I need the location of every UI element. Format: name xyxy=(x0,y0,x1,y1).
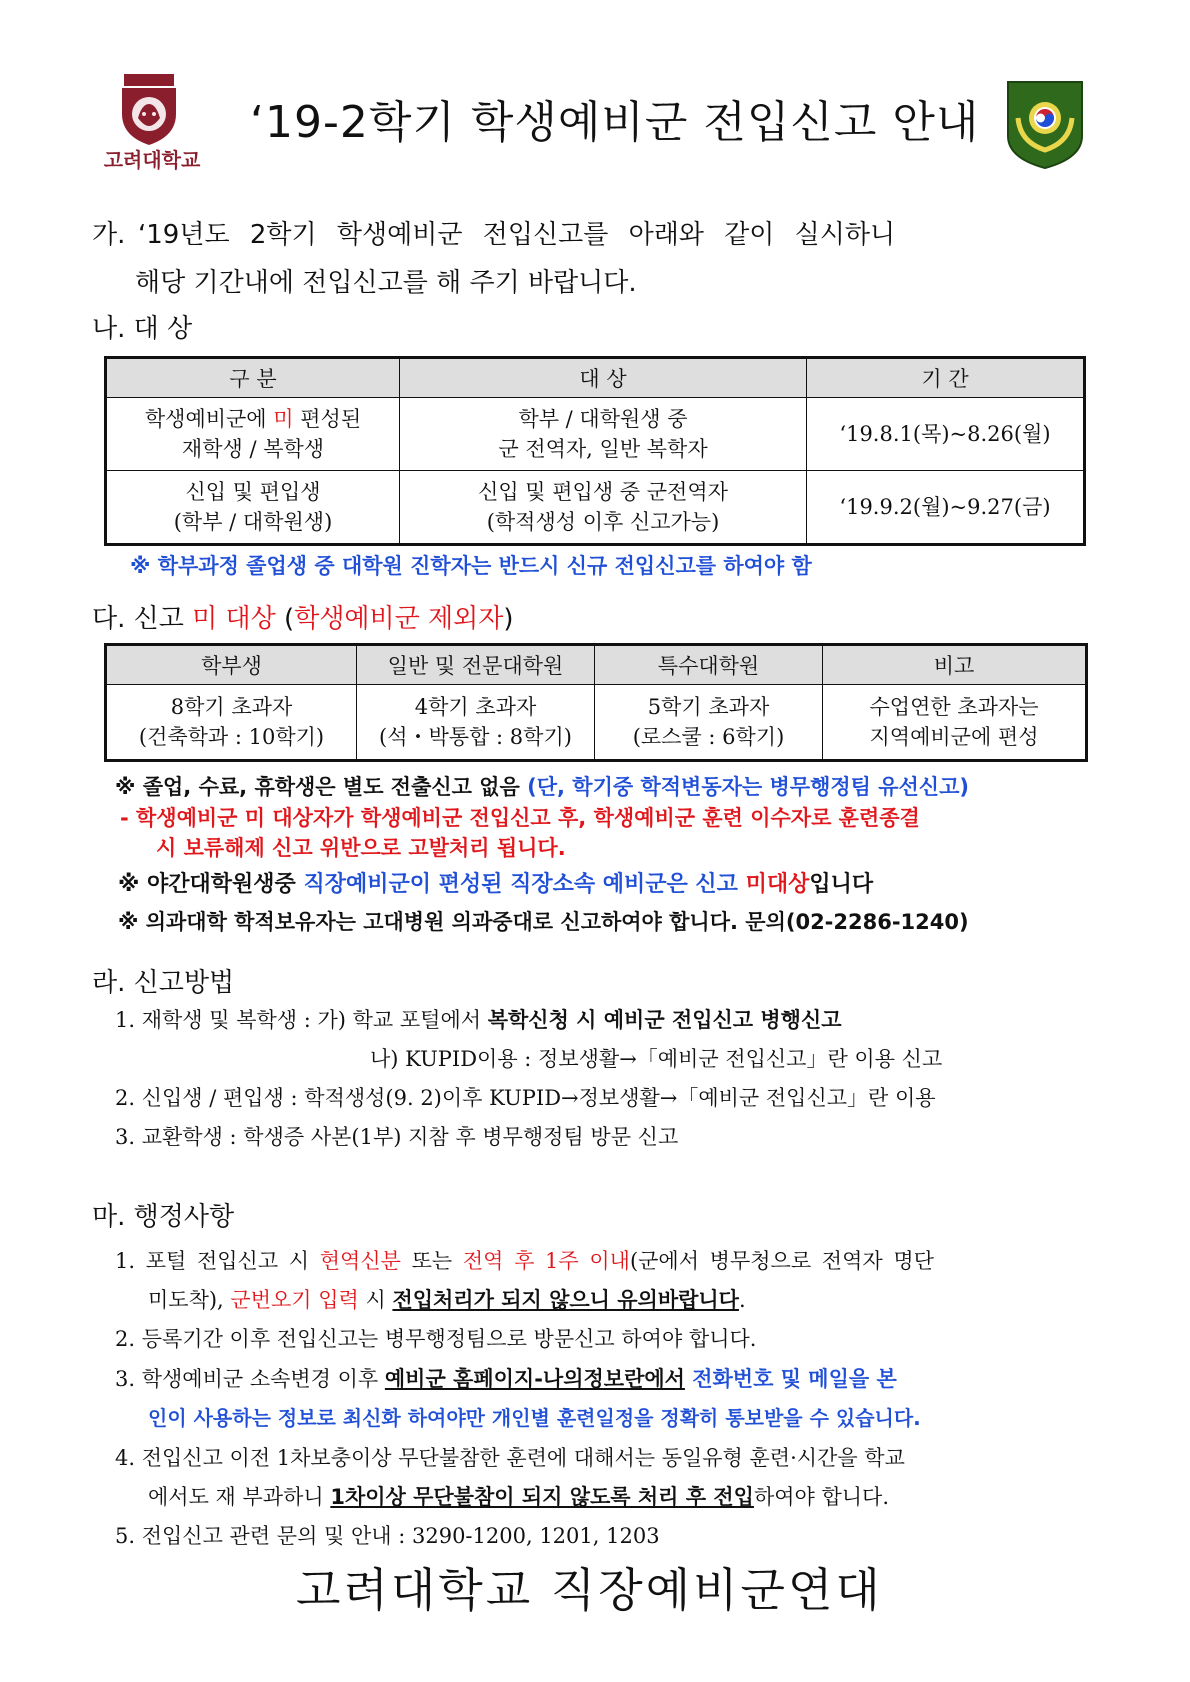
section-da-note2-line1: - 학생예비군 미 대상자가 학생예비군 전입신고 후, 학생예비군 훈련 이수자로 훈련종결 xyxy=(120,806,920,830)
section-da-note2-line2: 시 보류해제 신고 위반으로 고발처리 됩니다. xyxy=(156,836,566,860)
tiger-emblem-icon xyxy=(118,74,180,146)
cell-text: 신입 및 편입생 xyxy=(185,480,321,504)
cell-text: 학부 / 대학원생 중 xyxy=(518,407,688,431)
list-text: (군에서 병무청으로 전역자 명단 xyxy=(629,1249,934,1273)
list-text: 하여야 합니다. xyxy=(753,1485,890,1509)
section-ma-heading: 마. 행정사항 xyxy=(92,1202,235,1232)
table-cell xyxy=(106,685,357,761)
note-text-red: 미대상 xyxy=(745,872,810,897)
section-ma-item1-line2 xyxy=(148,1284,746,1314)
note-text-blue: 직장예비군이 편성된 직장소속 예비군은 신고 xyxy=(303,872,746,897)
table-cell xyxy=(106,471,400,545)
korea-university-logo xyxy=(92,74,212,174)
list-text-red: 현역신분 xyxy=(319,1249,401,1273)
table-cell xyxy=(823,685,1087,761)
heading-text: 다. 신고 xyxy=(92,604,193,634)
cell-text-red: 미 xyxy=(273,407,294,431)
heading-text: ) xyxy=(503,604,514,634)
cell-text: 5학기 초과자 xyxy=(647,695,770,719)
table-header: 학부생 xyxy=(106,645,357,685)
section-ma-item3-line2: 인이 사용하는 정보로 최신화 하여야만 개인별 훈련일정을 정확히 통보받을 수 있습니다. xyxy=(148,1406,921,1430)
table-cell xyxy=(106,398,400,471)
section-da-heading xyxy=(92,598,514,635)
section-ra-item1 xyxy=(115,1004,842,1034)
cell-text: 군 전역자, 일반 복학자 xyxy=(498,437,708,461)
list-text-bold: 예비군 홈페이지-나의정보란에서 xyxy=(384,1367,685,1391)
table-cell: ‘19.8.1(목)~8.26(월) xyxy=(807,398,1085,471)
table-header: 구 분 xyxy=(106,358,400,398)
table-cell: ‘19.9.2(월)~9.27(금) xyxy=(807,471,1085,545)
section-ma-item5: 5. 전입신고 관련 문의 및 안내 : 3290-1200, 1201, 1203 xyxy=(115,1524,660,1548)
note-text-blue: (단, 학기중 학적변동자는 병무행정팀 유선신고) xyxy=(527,775,969,799)
table-cell xyxy=(400,471,807,545)
heading-text-red: 미 대상 xyxy=(192,604,276,634)
section-ra-item2: 2. 신입생 / 편입생 : 학적생성(9. 2)이후 KUPID→정보생활→「예비군 전입신고」란 이용 xyxy=(115,1086,936,1110)
table-row xyxy=(106,471,1085,545)
table-header: 비고 xyxy=(823,645,1087,685)
table-header: 기 간 xyxy=(807,358,1085,398)
table-cell xyxy=(400,398,807,471)
heading-text-red: 학생예비군 제외자 xyxy=(294,604,504,634)
cell-text: 8학기 초과자 xyxy=(170,695,293,719)
section-ma-item4-line2 xyxy=(148,1481,889,1511)
cell-text: (석・박통합 : 8학기) xyxy=(379,725,572,749)
table-header: 대 상 xyxy=(400,358,807,398)
section-ga-marker: 가. xyxy=(92,220,126,250)
section-ga-line1: ‘19년도 2학기 학생예비군 전입신고를 아래와 같이 실시하니 xyxy=(138,220,896,250)
cell-text: (로스쿨 : 6학기) xyxy=(632,725,785,749)
section-ma-item3 xyxy=(115,1363,897,1393)
list-text: 1. 포털 전입신고 시 xyxy=(115,1249,320,1273)
list-text: 1. 재학생 및 복학생 : 가) 학교 포털에서 xyxy=(115,1008,488,1032)
cell-text: 수업연한 초과자는 xyxy=(869,695,1039,719)
list-text: 에서도 재 부과하니 xyxy=(148,1485,331,1509)
list-text-red: 전역 후 1주 이내 xyxy=(462,1249,630,1273)
cell-text: (건축학과 : 10학기) xyxy=(138,725,325,749)
list-text-red: 군번오기 입력 xyxy=(230,1288,359,1312)
table-row xyxy=(106,398,1085,471)
note-text: 입니다 xyxy=(809,872,874,897)
heading-text: ( xyxy=(275,604,295,634)
cell-text: 재학생 / 복학생 xyxy=(181,437,325,461)
section-ra-heading: 라. 신고방법 xyxy=(92,968,235,998)
section-da-note4: ※ 의과대학 학적보유자는 고대병원 의과중대로 신고하여야 합니다. 문의(02-2286-1240) xyxy=(118,910,969,934)
page-title: ‘19-2학기 학생예비군 전입신고 안내 xyxy=(250,97,980,148)
target-table xyxy=(104,356,1086,546)
section-ma-item2: 2. 등록기간 이후 전입신고는 병무행정팀으로 방문신고 하여야 합니다. xyxy=(115,1327,757,1351)
footer-organization: 고려대학교 직장예비군연대 xyxy=(296,1563,883,1617)
cell-text: (학적생성 이후 신고가능) xyxy=(486,510,720,534)
note-text: ※ 졸업, 수료, 휴학생은 별도 전출신고 없음 xyxy=(115,775,528,799)
cell-text: 4학기 초과자 xyxy=(414,695,537,719)
section-ma-item4: 4. 전입신고 이전 1차보충이상 무단불참한 훈련에 대해서는 동일유형 훈련·시간을 학교 xyxy=(115,1446,905,1470)
list-text-bold: 1차이상 무단불참이 되지 않도록 처리 후 전입 xyxy=(330,1485,754,1509)
table-row xyxy=(106,685,1087,761)
section-da-note3 xyxy=(118,867,873,898)
section-ra-item1-line2: 나) KUPID이용 : 정보생활→「예비군 전입신고」란 이용 신고 xyxy=(370,1047,943,1071)
list-text: 시 xyxy=(358,1288,393,1312)
excluded-table xyxy=(104,643,1088,762)
table-cell xyxy=(595,685,823,761)
list-text-blue: 전화번호 및 메일을 본 xyxy=(684,1367,897,1391)
section-ma-item1 xyxy=(115,1245,934,1275)
section-na-note: ※ 학부과정 졸업생 중 대학원 진학자는 반드시 신규 전입신고를 하여야 함 xyxy=(130,554,812,578)
cell-text: 편성된 xyxy=(293,407,362,431)
cell-text: (학부 / 대학원생) xyxy=(173,510,333,534)
cell-text: 신입 및 편입생 중 군전역자 xyxy=(478,480,728,504)
list-text-bold: 복학신청 시 예비군 전입신고 병행신고 xyxy=(487,1008,842,1032)
section-na-heading: 나. 대 상 xyxy=(92,314,193,344)
section-da-note1 xyxy=(115,771,969,801)
reserve-forces-emblem-icon xyxy=(1004,78,1086,170)
table-header: 일반 및 전문대학원 xyxy=(357,645,595,685)
university-name: 고려대학교 xyxy=(103,148,201,172)
table-header: 특수대학원 xyxy=(595,645,823,685)
list-text: 3. 학생예비군 소속변경 이후 xyxy=(115,1367,385,1391)
list-text: 미도착), xyxy=(148,1288,231,1312)
table-header-row xyxy=(106,358,1085,398)
cell-text: 학생예비군에 xyxy=(144,407,274,431)
section-ga xyxy=(92,214,896,251)
section-ra-item3: 3. 교환학생 : 학생증 사본(1부) 지참 후 병무행정팀 방문 신고 xyxy=(115,1125,679,1149)
list-text: . xyxy=(738,1288,746,1312)
cell-text: 지역예비군에 편성 xyxy=(869,725,1039,749)
table-cell xyxy=(357,685,595,761)
table-header-row xyxy=(106,645,1087,685)
note-text: ※ 야간대학원생중 xyxy=(118,872,304,897)
list-text-bold: 전입처리가 되지 않으니 유의바랍니다 xyxy=(392,1288,739,1312)
section-ga-line2: 해당 기간내에 전입신고를 해 주기 바랍니다. xyxy=(135,268,637,298)
list-text: 또는 xyxy=(400,1249,463,1273)
